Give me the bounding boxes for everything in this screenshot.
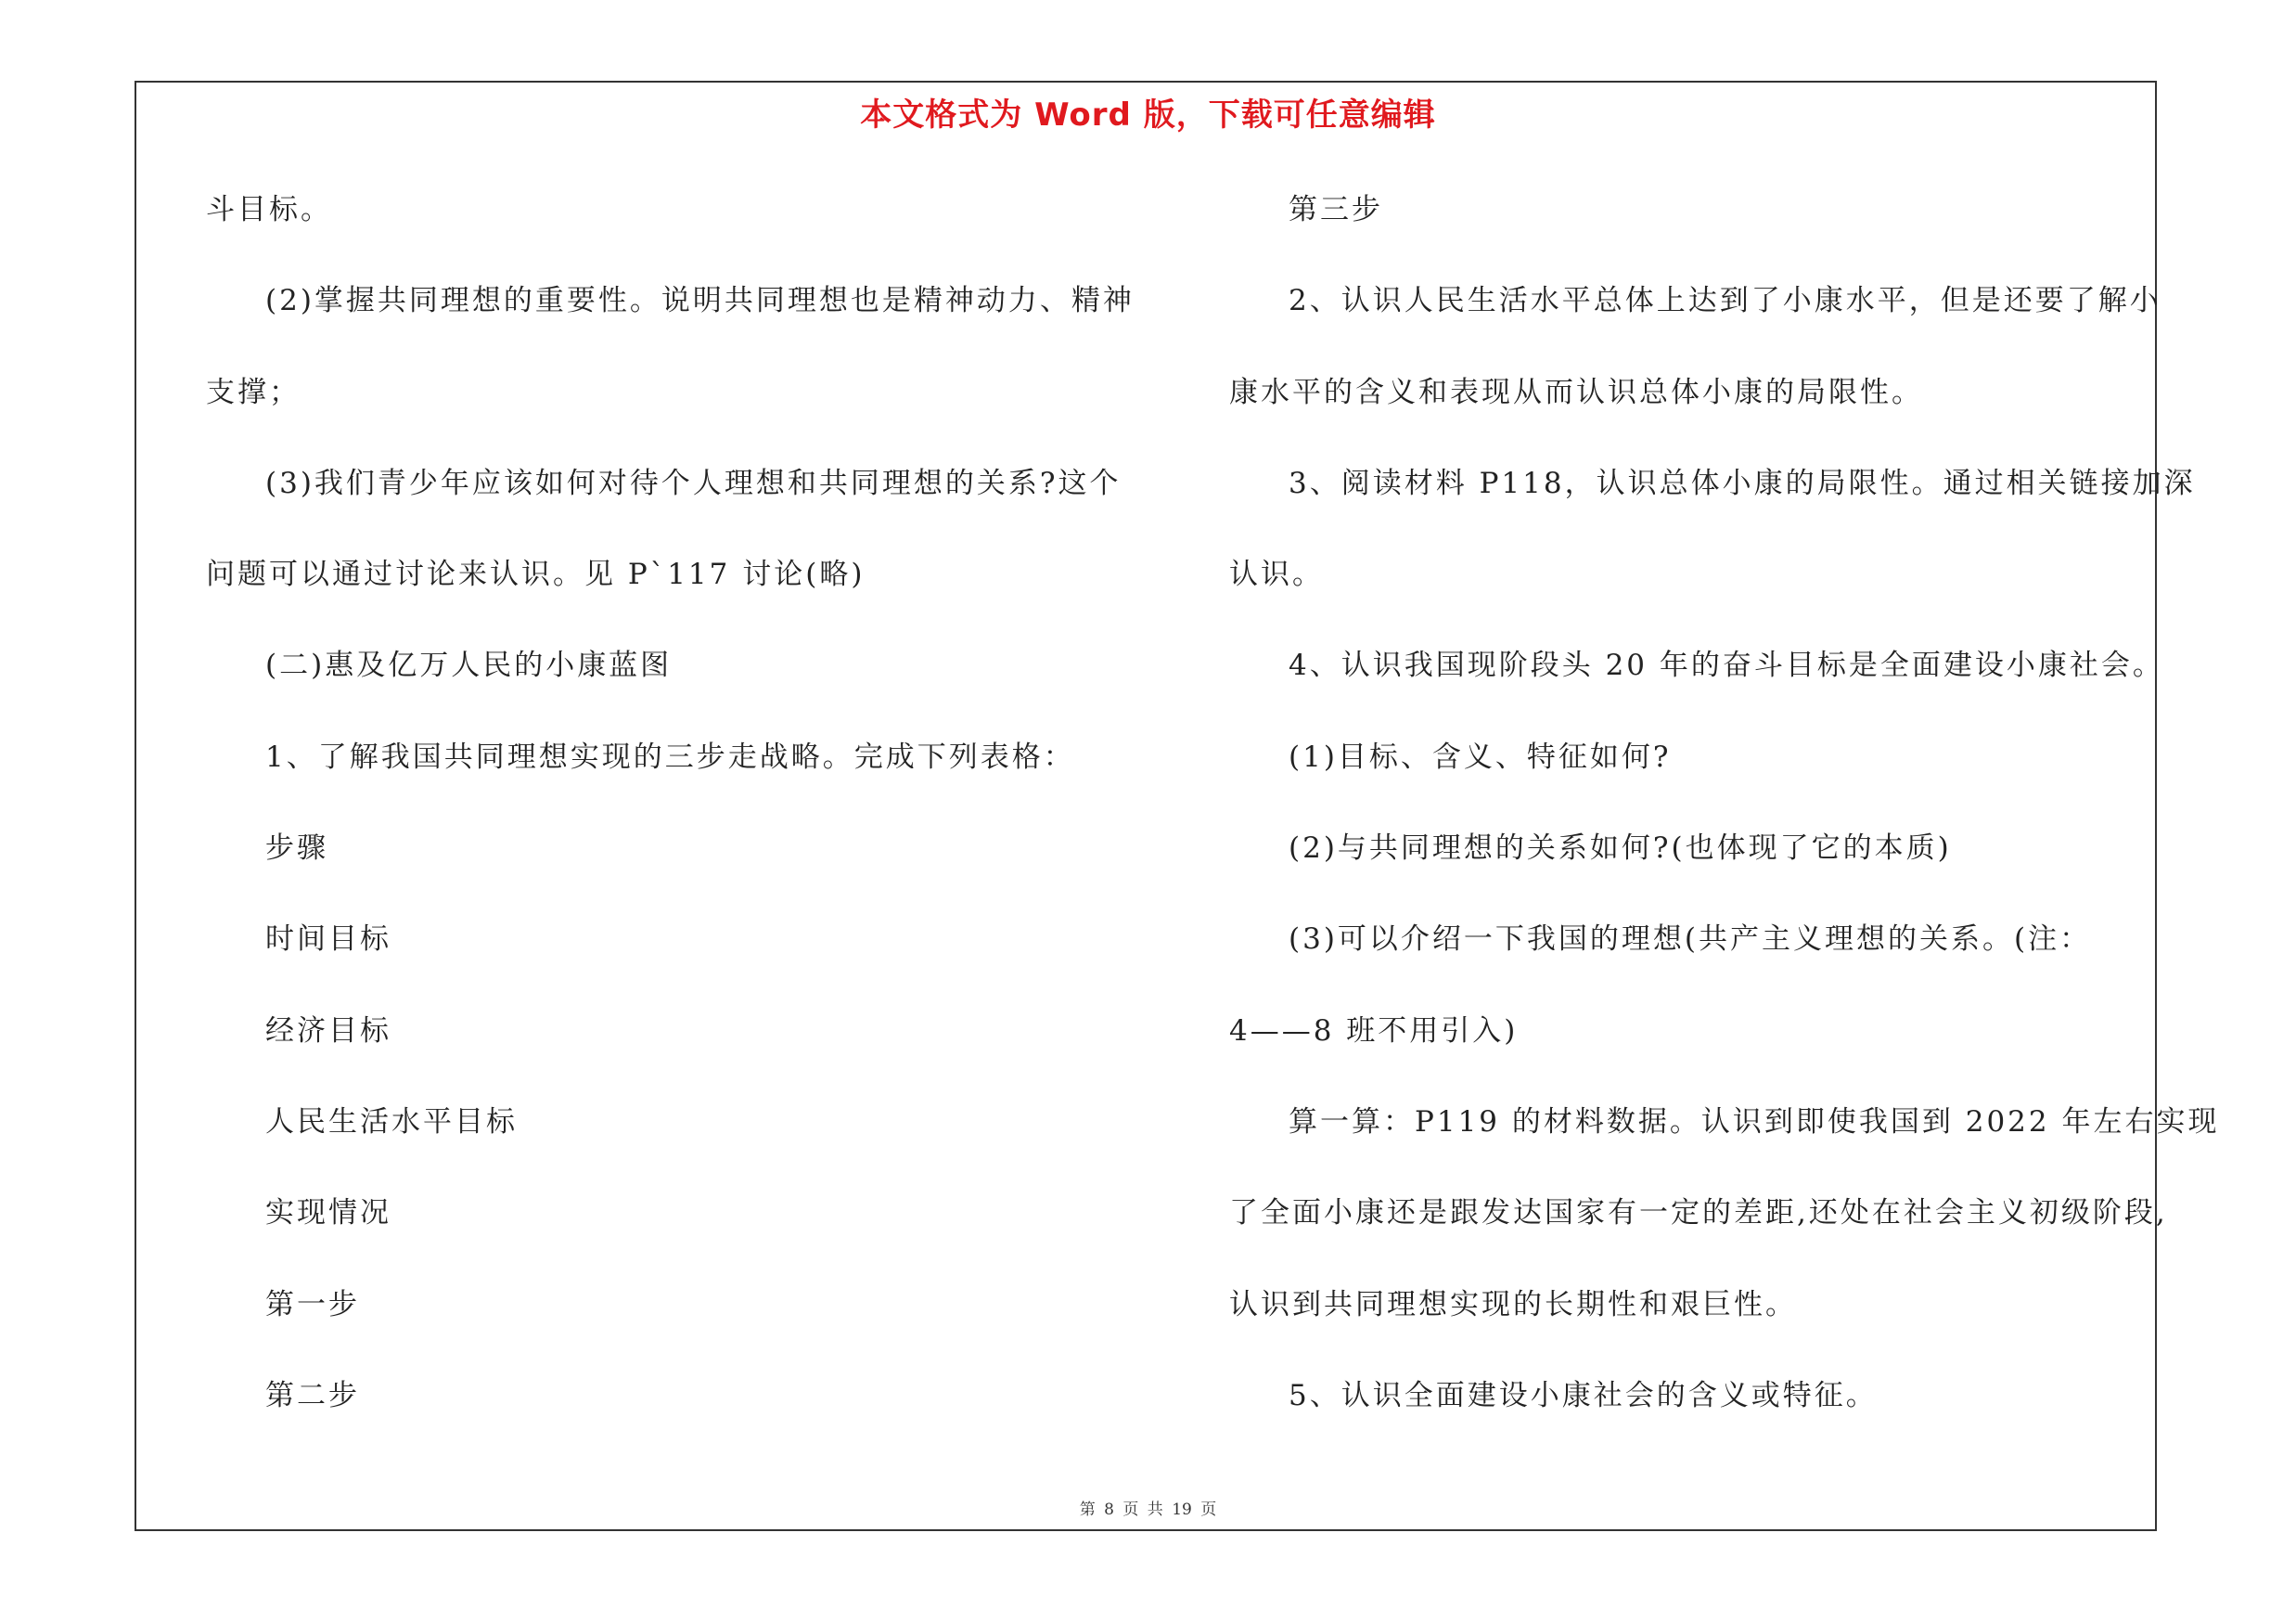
- paragraph-line: 4、认识我国现阶段头 20 年的奋斗目标是全面建设小康社会。: [1289, 649, 2164, 683]
- paragraph-line: 认识到共同理想实现的长期性和艰巨性。: [1229, 1287, 1797, 1321]
- paragraph-line: 认识。: [1229, 558, 1324, 592]
- paragraph-line: 问题可以通过讨论来认识。见 P`117 讨论(略): [206, 558, 866, 592]
- paragraph-line: (3)可以介绍一下我国的理想(共产主义理想的关系。(注：: [1289, 922, 2092, 957]
- paragraph-line: 第二步: [265, 1378, 360, 1412]
- paragraph-line: 1、了解我国共同理想实现的三步走战略。完成下列表格：: [265, 740, 1075, 774]
- paragraph-line: 算一算：P119 的材料数据。认识到即使我国到 2022 年左右实现: [1289, 1104, 2220, 1139]
- paragraph-line: 4——8 班不用引入): [1229, 1013, 1519, 1048]
- paragraph-line: (二)惠及亿万人民的小康蓝图: [265, 649, 673, 683]
- paragraph-line: (2)掌握共同理想的重要性。说明共同理想也是精神动力、精神: [265, 284, 1135, 318]
- left-text-column: [206, 182, 1138, 1459]
- paragraph-line: 支撑；: [206, 375, 301, 409]
- paragraph-line: 实现情况: [265, 1196, 391, 1230]
- paragraph-line: 了全面小康还是跟发达国家有一定的差距,还处在社会主义初级阶段,: [1229, 1196, 2168, 1230]
- paragraph-line: 步骤: [265, 831, 328, 866]
- paragraph-line: 5、认识全面建设小康社会的含义或特征。: [1289, 1378, 1878, 1412]
- paragraph-line: (1)目标、含义、特征如何?: [1289, 740, 1672, 774]
- paragraph-line: 2、认识人民生活水平总体上达到了小康水平，但是还要了解小: [1289, 284, 2161, 318]
- paragraph-line: 时间目标: [265, 922, 391, 957]
- right-text-column: [1229, 182, 2220, 1459]
- paragraph-line: 经济目标: [265, 1013, 391, 1048]
- paragraph-line: (2)与共同理想的关系如何?(也体现了它的本质): [1289, 831, 1952, 866]
- paragraph-line: 第一步: [265, 1287, 360, 1321]
- paragraph-line: 第三步: [1289, 193, 1383, 226]
- paragraph-line: 斗目标。: [206, 193, 332, 226]
- paragraph-line: (3)我们青少年应该如何对待个人理想和共同理想的关系?这个: [265, 466, 1122, 500]
- paragraph-line: 3、阅读材料 P118，认识总体小康的局限性。通过相关链接加深: [1289, 466, 2196, 500]
- paragraph-line: 人民生活水平目标: [265, 1104, 518, 1139]
- document-header-banner: 本文格式为 Word 版，下载可任意编辑: [860, 97, 1436, 134]
- paragraph-line: 康水平的含义和表现从而认识总体小康的局限性。: [1229, 375, 1923, 409]
- page-number-footer: 第 8 页 共 19 页: [1079, 1501, 1217, 1519]
